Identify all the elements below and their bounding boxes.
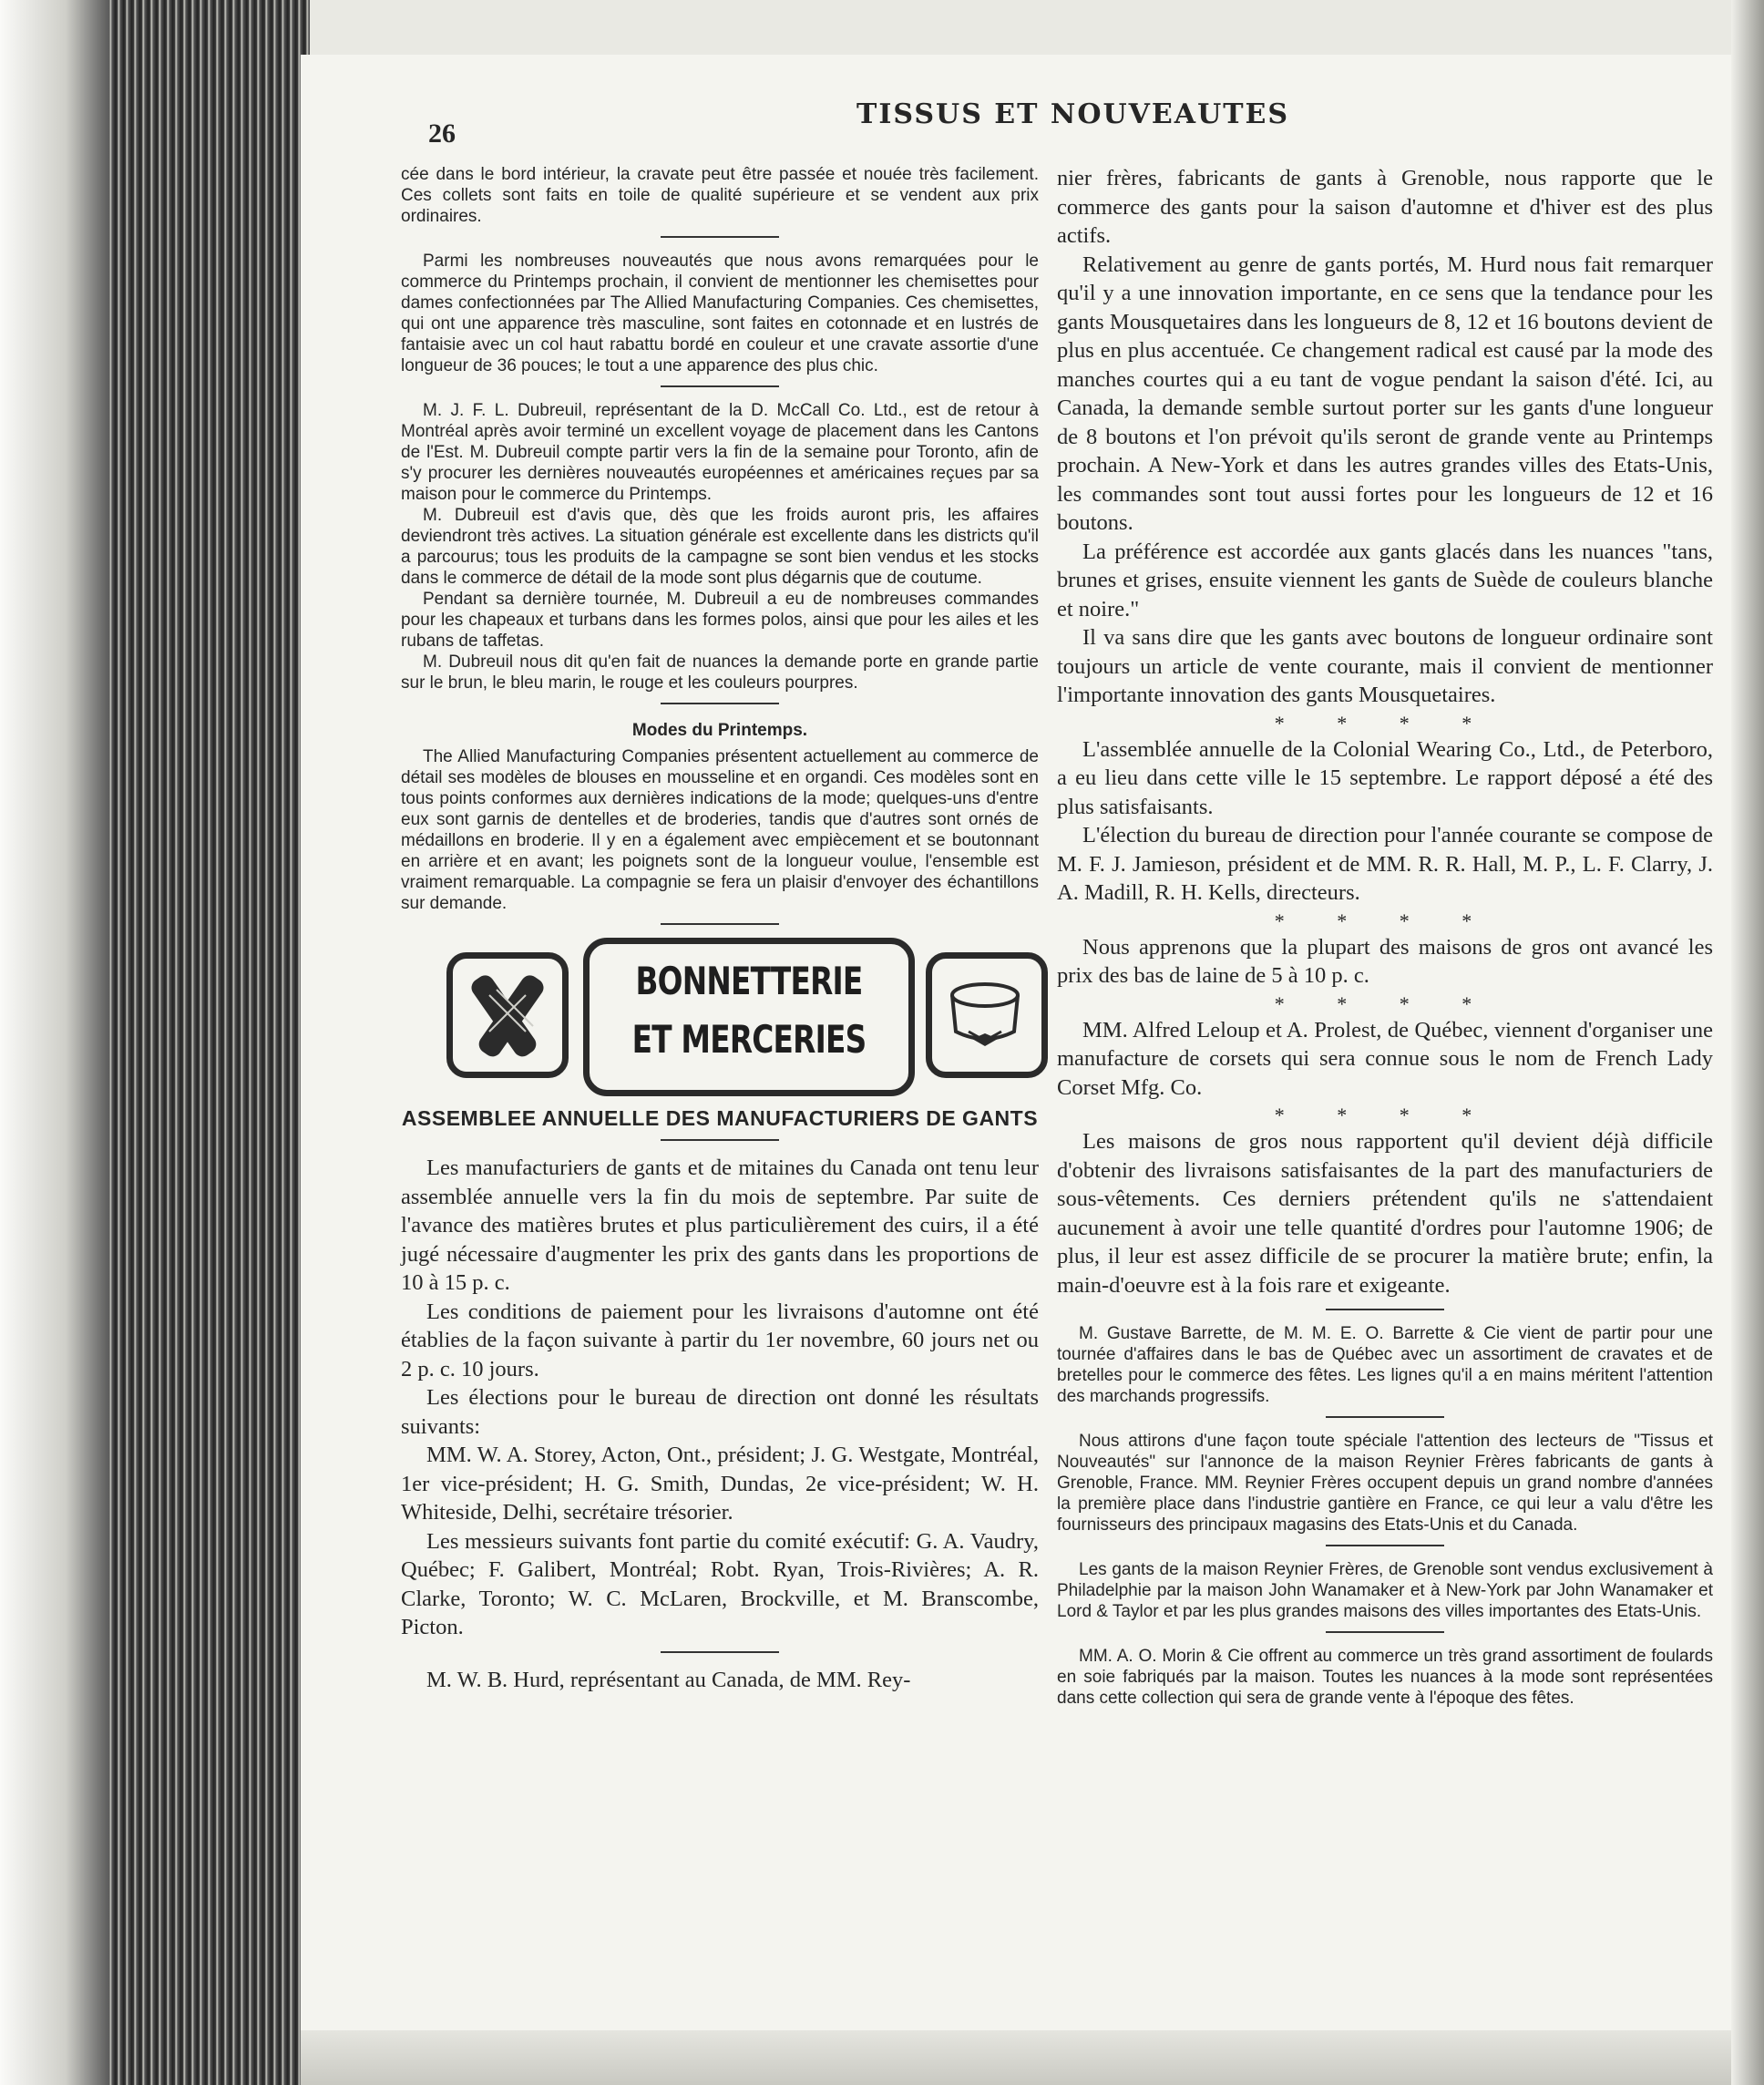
banner-title-line2: ET MERCERIES: [631, 1017, 867, 1062]
paragraph-hurd-start: M. W. B. Hurd, représentant au Canada, de MM. Rey-: [426, 1667, 911, 1692]
banner-title-line1: BONNETTERIE: [635, 959, 863, 1003]
page-right-edge: [1731, 0, 1764, 2085]
paragraph-mousquetaires: Relativement au genre de gants portés, M. Hurd nous fait remarquer qu'il y a une innovation importante, en ce sens que la tendance pour les gants Mousquetaires dans les longueurs de 8, 12 et 16 boutons devient de plus en plus accentuée. Ce changement radical est causé par la mode des manches courtes qui a eu tant de vogue pendant la saison d'été. Ici, au Canada, la demande semble surtout porter sur les gants d'une longueur de 8 boutons et l'on prévoit qu'ils seront de grande vente au Printemps prochain. A New-York et dans les autres grandes villes des Etats-Unis, les commandes sont tout aussi fortes pour les longueurs de 12 et 16 boutons.: [1057, 252, 1713, 535]
paragraph-morin: MM. A. O. Morin & Cie offrent au commerce un très grand assortiment de foulards en soie fabriqués par la maison. Toutes les nuances à la mode sont représentées dans cette collection qui sera de grande vente à l'époque des fêtes.: [1057, 1647, 1713, 1708]
page-number: 26: [428, 118, 456, 149]
star-separator: * * * *: [1274, 991, 1496, 1015]
paragraph-sous-vetements: Les maisons de gros nous rapportent qu'il devient déjà difficile d'obtenir des livraisons satisfaisantes de la part des manufacturiers de sous-vêtements. Ces derniers prétendent qu'ils ne s'attendaient aucunement à avoir une telle quantité d'ordres pour l'automne 1906; de plus, il leur est assez difficile de se procurer la matière brute; enfin, la main-d'oeuvre est à la fois rare et exigeante.: [1057, 1129, 1713, 1298]
divider: [661, 703, 779, 704]
page-bottom-edge: [301, 2030, 1764, 2085]
divider: [1326, 1545, 1444, 1546]
divider: [1326, 1309, 1444, 1310]
paragraph-boutons: Il va sans dire que les gants avec boutons de longueur ordinaire sont toujours un article de vente courante, mais il convient de mentionner l'importante innovation des gants Mousquetaires.: [1057, 625, 1713, 707]
divider: [1326, 1631, 1444, 1633]
gloves-icon: [453, 959, 562, 1072]
divider: [661, 385, 779, 387]
star-separator: * * * *: [1274, 1104, 1496, 1126]
section-heading-gloves: ASSEMBLEE ANNUELLE DES MANUFACTURIERS DE GANTS: [401, 1106, 1039, 1130]
paragraph-reynier-1: Nous attirons d'une façon toute spéciale l'attention des lecteurs de "Tissus et Nouveautés" sur l'annonce de la maison Reynier Frères fabricants de gants à Grenoble, France. MM. Reynier Frères occupent depuis un grand nombre d'années la première place dans l'industrie gantière en France, ce qui leur a valu d'être les fournisseurs des principaux magasins des Etats-Unis et du Canada.: [1057, 1432, 1713, 1535]
paragraph-chemisettes: Parmi les nombreuses nouveautés que nous avons remarquées pour le commerce du Printemps prochain, il convient de mentionner les chemisettes pour dames confectionnées par The Allied Manufacturing Companies. Ces chemisettes, qui ont une apparence très masculine, sont faites en cotonnade et en lustrés de fantaisie avec un col haut rabattu bordé en couleur et une cravate assortie d'une longueur de 36 pouces; le tout a une apparence des plus chic.: [401, 252, 1039, 375]
paragraph-dubreuil-4: M. Dubreuil nous dit qu'en fait de nuances la demande porte en grande partie sur le brun, le bleu marin, le rouge et les couleurs pourpres.: [401, 652, 1039, 693]
paragraph-gants-2: Les conditions de paiement pour les livraisons d'automne ont été établies de la façon suivante à partir du 1er novembre, 60 jours net ou 2 p. c. 10 jours.: [401, 1299, 1039, 1381]
paragraph-colonial-1: L'assemblée annuelle de la Colonial Wearing Co., Ltd., de Peterboro, a eu lieu dans cette ville le 15 septembre. Le rapport déposé a été des plus satisfaisants.: [1057, 736, 1713, 819]
divider: [661, 236, 779, 238]
divider: [1326, 1416, 1444, 1418]
right-column: [1057, 164, 1713, 1709]
left-column: [401, 164, 1039, 1694]
paragraph-modes: The Allied Manufacturing Companies présentent actuellement au commerce de détail ses modèles de blouses en mousseline et en organdi. Ces modèles sont en tous points conformes aux dernières indications de la mode; quelques-uns d'entre eux sont garnis de dentelles et de broderies, tandis que d'autres sont ornés de médaillons en broderie. Il y en a également avec empiècement et se boutonnant en arrière et en avant; les poignets sont de la longueur voulue, l'ensemble est vraiment remarquable. La compagnie se fera un plaisir d'envoyer des échantillons sur demande.: [401, 747, 1039, 913]
divider: [661, 1139, 779, 1141]
paragraph-dubreuil-1: M. J. F. L. Dubreuil, représentant de la D. McCall Co. Ltd., est de retour à Montréal après avoir terminé un excellent voyage de placement dans les Cantons de l'Est. M. Dubreuil compte partir vers la fin de la semaine pour Toronto, afin de s'y procurer les dernières nouveautés européennes et américaines reçues par sa maison pour le commerce du Printemps.: [401, 401, 1039, 504]
paragraph-corsets: MM. Alfred Leloup et A. Prolest, de Québec, viennent d'organiser une manufacture de corsets qui sera connue sous le nom de French Lady Corset Mfg. Co.: [1057, 1017, 1713, 1100]
paragraph-gants-4: MM. W. A. Storey, Acton, Ont., président; J. G. Westgate, Montréal, 1er vice-président; H. G. Smith, Dundas, 2e vice-président; W. H. Whiteside, Delhi, secrétaire trésorier.: [401, 1443, 1039, 1525]
paragraph-dubreuil-3: Pendant sa dernière tournée, M. Dubreuil a eu de nombreuses commandes pour les chapeaux et turbans dans les formes polos, ainsi que pour les ailes et les rubans de taffetas.: [401, 590, 1039, 651]
star-separator: * * * *: [1274, 711, 1496, 734]
collar-icon: [932, 959, 1041, 1072]
paragraph-gants-5: Les messieurs suivants font partie du comité exécutif: G. A. Vaudry, Québec; F. Galibert, Montréal; Robt. Ryan, Trois-Rivières; A. R. Clarke, Toronto; W. C. McLaren, Brockville, et M. Branscombe, Picton.: [401, 1528, 1039, 1639]
paragraph-preference: La préférence est accordée aux gants glacés dans les nuances "tans, brunes et grises, ensuite viennent les gants de Suède de couleurs blanche et noire.": [1057, 539, 1713, 621]
paragraph-gants-3: Les élections pour le bureau de direction ont donné les résultats suivants:: [401, 1385, 1039, 1439]
modes-heading: Modes du Printemps.: [631, 721, 808, 740]
divider: [661, 1651, 779, 1653]
gloves-illustration-box: [446, 952, 569, 1078]
running-title: TISSUS ET NOUVEAUTES: [856, 98, 1290, 130]
star-separator: * * * *: [1274, 909, 1496, 932]
paragraph-gants-1: Les manufacturiers de gants et de mitaines du Canada ont tenu leur assemblée annuelle vers la fin du mois de septembre. Par suite de l'avance des matières brutes et plus particulièrement des cuirs, il a été jugé nécessaire d'augmenter les prix des gants dans les proportions de 10 à 15 p. c.: [401, 1155, 1039, 1295]
paragraph-reynier-2: Les gants de la maison Reynier Frères, de Grenoble sont vendus exclusivement à Philadelphie par la maison John Wanamaker et à New-York par John Wanamaker et Lord & Taylor et par les plus grandes maisons des villes importantes des Etats-Unis.: [1057, 1560, 1713, 1621]
paragraph-dubreuil-2: M. Dubreuil est d'avis que, dès que les froids auront pris, les affaires deviendront très actives. La situation générale est excellente dans les districts qu'il a parcourus; tous les produits de la campagne se sont bien vendus et les stocks dans le commerce de détail de la mode sont plus dégarnis que de coutume.: [401, 506, 1039, 588]
banner-title-box: [583, 938, 915, 1096]
paragraph-collets: cée dans le bord intérieur, la cravate peut être passée et nouée très facilement. Ces collets sont faits en toile de qualité supérieure et se vendent aux prix ordinaires.: [401, 165, 1039, 226]
section-banner: [446, 938, 1048, 1100]
paragraph-colonial-2: L'élection du bureau de direction pour l'année courante se compose de M. F. J. Jamieson, président et de MM. R. R. Hall, M. P., L. F. Clarry, J. A. Madill, R. H. Kells, directeurs.: [1057, 823, 1713, 905]
paragraph-hurd-cont: nier frères, fabricants de gants à Grenoble, nous rapporte que le commerce des gants pour la saison d'automne et d'hiver est des plus actifs.: [1057, 166, 1713, 248]
divider: [661, 923, 779, 925]
book-edge-shadow: [0, 0, 109, 2085]
collar-illustration-box: [926, 952, 1048, 1078]
paragraph-barrette: M. Gustave Barrette, de M. M. E. O. Barrette & Cie vient de partir pour une tournée d'affaires dans le bas de Québec avec un assortiment de cravates et de bretelles pour le commerce des fêtes. Les lignes qu'il a en mains méritent l'attention des marchands progressifs.: [1057, 1324, 1713, 1406]
paragraph-bas-de-laine: Nous apprenons que la plupart des maisons de gros ont avancé les prix des bas de laine de 5 à 10 p. c.: [1057, 934, 1713, 988]
